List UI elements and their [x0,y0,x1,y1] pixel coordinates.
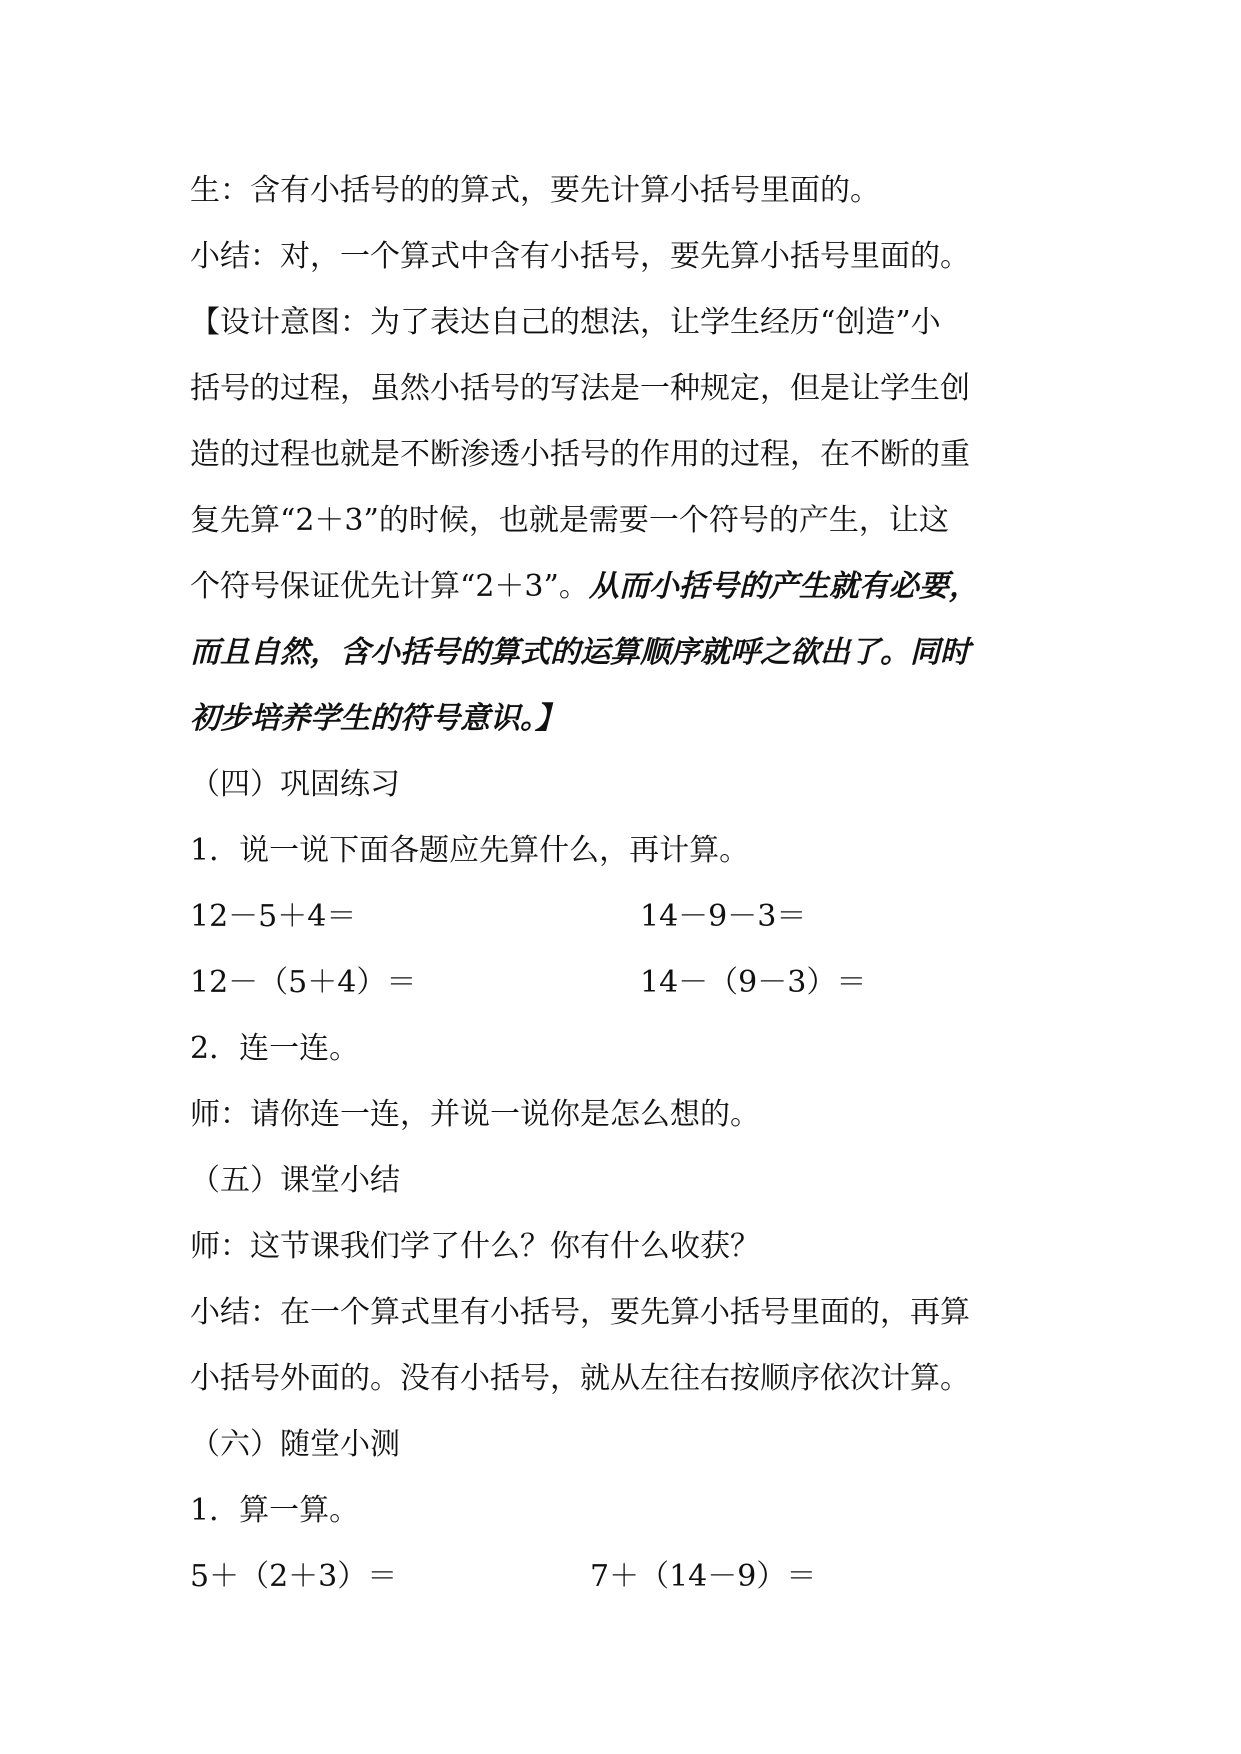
expression: 14－（9－3）＝ [640,965,867,1000]
emphasis-text: 从而小括号的产生就有必要， [588,569,979,604]
section-heading-quiz: （六）随堂小测 [190,1427,400,1462]
design-intent-line-4: 复先算“2＋3”的时候，也就是需要一个符号的产生，让这 [190,503,949,538]
expression: 12－（5＋4）＝ [190,965,417,1000]
section-heading-summary: （五）课堂小结 [190,1163,400,1198]
section-heading-practice: （四）巩固练习 [190,767,400,802]
summary-line-1: 小结：在一个算式里有小括号，要先算小括号里面的，再算 [190,1295,970,1330]
expression: 5＋（2＋3）＝ [190,1559,398,1594]
emphasis-line-2: 初步培养学生的符号意识。】 [190,701,565,736]
expression: 12－5＋4＝ [190,899,357,934]
quiz-1-prompt: 1．算一算。 [190,1493,360,1528]
exercise-1-prompt: 1．说一说下面各题应先算什么，再计算。 [190,833,750,868]
lesson-text [190,158,1060,1610]
design-intent-line-1: 【设计意图：为了表达自己的想法，让学生经历“创造”小 [190,305,941,340]
summary-line-2: 小括号外面的。没有小括号，就从左往右按顺序依次计算。 [190,1361,970,1396]
exercise-row-2 [190,950,1060,1016]
exercise-row-1 [190,884,1060,950]
summary-line: 小结：对，一个算式中含有小括号，要先算小括号里面的。 [190,239,970,274]
design-intent-line-3: 造的过程也就是不断渗透小括号的作用的过程，在不断的重 [190,437,970,472]
expression: 7＋（14－9）＝ [590,1559,817,1594]
design-intent-text: 个符号保证优先计算“2＋3”。 [190,569,589,604]
expression: 14－9－3＝ [640,899,807,934]
quiz-row-1 [190,1544,1060,1610]
teacher-line: 师：请你连一连，并说一说你是怎么想的。 [190,1097,760,1132]
design-intent-line-5 [190,554,1060,620]
teacher-question-line: 师：这节课我们学了什么？你有什么收获？ [190,1229,760,1264]
exercise-2-prompt: 2．连一连。 [190,1031,360,1066]
student-answer-line: 生：含有小括号的的算式，要先计算小括号里面的。 [190,173,880,208]
emphasis-line-1: 而且自然，含小括号的算式的运算顺序就呼之欲出了。同时 [190,635,970,670]
design-intent-line-2: 括号的过程，虽然小括号的写法是一种规定，但是让学生创 [190,371,970,406]
